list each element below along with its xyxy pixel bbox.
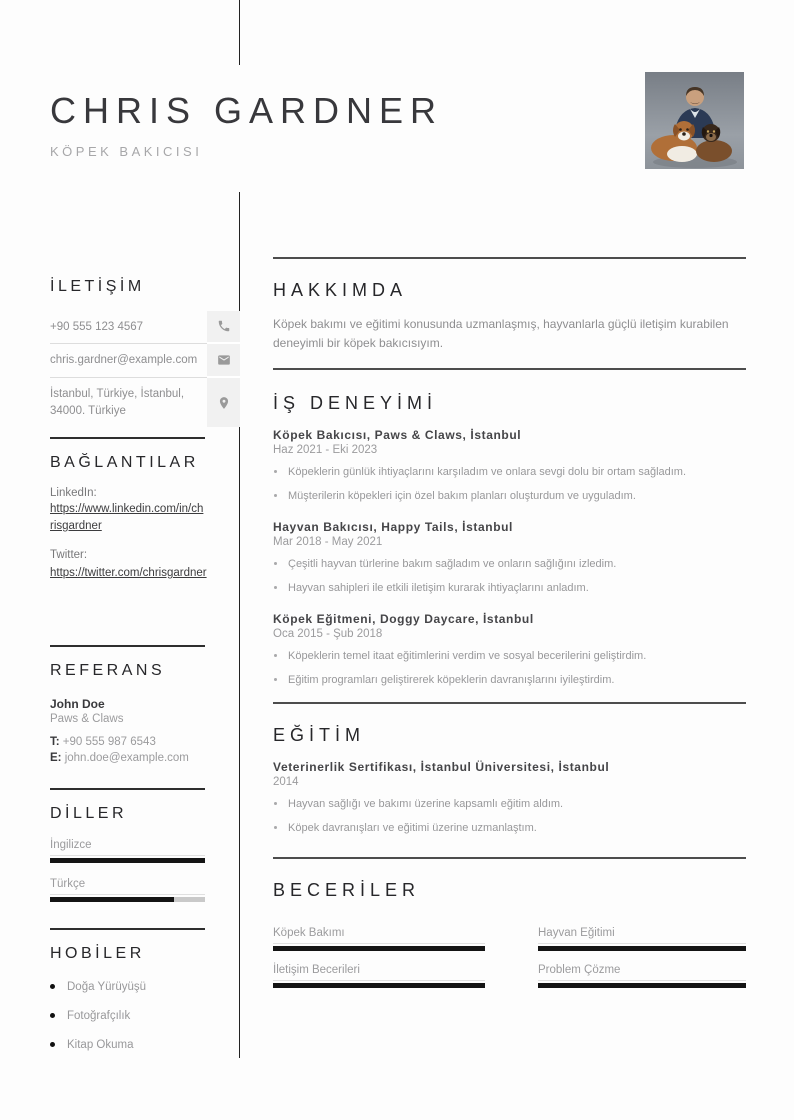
hobby-label: Kitap Okuma (67, 1038, 134, 1051)
language-level-bar (50, 858, 205, 863)
hobby-item (50, 981, 240, 993)
reference-email: john.doe@example.com (64, 752, 189, 765)
education-bullet-text: Köpek davranışları ve eğitimi üzerine uzmanlaştım. (288, 822, 537, 835)
skill-level-track (538, 946, 746, 951)
job-entry (273, 428, 746, 505)
skill-name: Problem Çözme (538, 964, 746, 981)
job-bullet-text: Köpeklerin günlük ihtiyaçlarını karşıladım ve onlara sevgi dolu bir ortam sağladım. (288, 466, 687, 478)
job-bullet (273, 465, 746, 480)
job-bullet-text: Eğitim programları geliştirerek köpeklerin davranışlarını iyileştirdim. (288, 673, 615, 686)
job-dates: Haz 2021 - Eki 2023 (273, 444, 378, 456)
links-section (50, 452, 240, 596)
bullet-dot-icon (274, 654, 277, 657)
skills-grid (273, 927, 746, 988)
skill-level-bar (538, 946, 746, 951)
job-entry (273, 612, 746, 689)
person-name: CHRIS GARDNER (50, 90, 444, 131)
education-section (273, 725, 746, 852)
reference-phone-label: T: (50, 735, 60, 748)
reference-phone: +90 555 987 6543 (62, 735, 156, 748)
reference-email-label: E: (50, 752, 62, 765)
language-level-track (50, 858, 205, 863)
hobbies-section (50, 943, 240, 1068)
skill-item (538, 927, 746, 951)
about-section (273, 280, 746, 352)
reference-section (50, 660, 240, 767)
skill-level-track (273, 946, 485, 951)
phone-number: +90 555 123 4567 (50, 311, 207, 345)
education-bullet-text: Hayvan sağlığı ve bakımı üzerine kapsamlı eğitim aldım. (288, 798, 564, 810)
job-bullet-text: Köpeklerin temel itaat eğitimlerini verdim ve sosyal becerilerini geliştirdim. (288, 649, 647, 662)
hobby-label: Doğa Yürüyüşü (67, 980, 147, 993)
job-bullet (273, 557, 746, 572)
bullet-dot-icon (274, 802, 277, 805)
skill-name: Hayvan Eğitimi (538, 927, 746, 944)
job-title: Hayvan Bakıcısı, Happy Tails, İstanbul (273, 519, 513, 534)
skill-level-bar (538, 983, 746, 988)
reference-phone-line (50, 734, 240, 751)
language-name: İngilizce (50, 839, 205, 856)
bullet-dot-icon (274, 562, 277, 565)
job-bullet (273, 649, 746, 664)
person-job-title: KÖPEK BAKICISI (50, 144, 203, 159)
skill-item (538, 964, 746, 988)
skill-name: İletişim Becerileri (273, 964, 485, 981)
profile-photo-illustration (645, 72, 744, 169)
skill-level-track (273, 983, 485, 988)
skill-level-bar (273, 946, 485, 951)
education-year: 2014 (273, 776, 299, 788)
language-level-track (50, 897, 205, 902)
bullet-dot-icon (274, 470, 277, 473)
bullet-dot-icon (274, 586, 277, 589)
links-section-rule (50, 437, 205, 439)
reference-heading: REFERANS (50, 662, 166, 679)
language-item-turkish (50, 878, 205, 902)
reference-name: John Doe (50, 696, 105, 711)
job-bullet-text: Hayvan sahipleri ile etkili iletişim kurarak ihtiyaçlarını anladım. (288, 582, 589, 595)
phone-icon (207, 311, 240, 345)
education-heading: EĞİTİM (273, 725, 365, 745)
contact-list (50, 311, 240, 428)
bullet-dot-icon (274, 826, 277, 829)
bullet-dot-icon (274, 494, 277, 497)
profile-photo (645, 72, 744, 169)
twitter-link[interactable]: https://twitter.com/chrisgardner (50, 567, 207, 580)
contact-row-email (50, 344, 240, 378)
education-bullet (273, 797, 746, 812)
top-divider-line (239, 0, 240, 65)
languages-heading: DİLLER (50, 805, 128, 822)
language-name: Türkçe (50, 878, 205, 895)
languages-section-rule (50, 788, 205, 790)
language-item-english (50, 839, 205, 863)
job-bullet-text: Müşterilerin köpekleri için özel bakım planları oluşturdum ve uyguladım. (288, 490, 636, 503)
email-icon (207, 344, 240, 378)
link-item-linkedin (50, 487, 207, 536)
skill-item (273, 964, 485, 988)
experience-section (273, 393, 746, 703)
location-pin-icon (207, 378, 240, 427)
address-text: İstanbul, Türkiye, İstanbul, 34000. Türkiye (50, 387, 185, 417)
skill-item (273, 927, 485, 951)
about-heading: HAKKIMDA (273, 280, 408, 300)
skills-section (273, 880, 746, 988)
job-bullet-text: Çeşitli hayvan türlerine bakım sağladım ve onların sağlığını izledim. (288, 557, 617, 570)
job-dates: Oca 2015 - Şub 2018 (273, 627, 383, 640)
about-bottom-rule (273, 368, 746, 370)
bullet-dot-icon (274, 678, 277, 681)
contact-section (50, 276, 240, 427)
hobby-item (50, 1010, 240, 1022)
hobby-label: Fotoğrafçılık (67, 1009, 131, 1022)
job-dates: Mar 2018 - May 2021 (273, 535, 383, 548)
education-title: Veterinerlik Sertifikası, İstanbul Üniversitesi, İstanbul (273, 760, 610, 774)
job-title: Köpek Eğitmeni, Doggy Daycare, İstanbul (273, 611, 534, 626)
job-bullet (273, 489, 746, 504)
education-bullet (273, 821, 746, 836)
job-title: Köpek Bakıcısı, Paws & Claws, İstanbul (273, 428, 522, 442)
education-bottom-rule (273, 857, 746, 859)
email-address: chris.gardner@example.com (50, 344, 207, 378)
contact-row-phone (50, 311, 240, 345)
skill-level-track (538, 983, 746, 988)
link-item-twitter (50, 549, 207, 582)
reference-email-line (50, 750, 240, 767)
languages-section (50, 803, 240, 917)
contact-row-address (50, 378, 240, 427)
about-text: Köpek bakımı ve eğitimi konusunda uzmanlaşmış, hayvanlarla güçlü iletişim kurabilen deneyimli bir köpek bakıcısıyım. (273, 317, 729, 350)
hobbies-section-rule (50, 928, 205, 930)
about-top-rule (273, 257, 746, 259)
linkedin-link[interactable]: https://www.linkedin.com/in/chrisgardner (50, 502, 204, 532)
hobby-item (50, 1039, 240, 1051)
skill-level-bar (273, 983, 485, 988)
linkedin-label: LinkedIn: (50, 486, 97, 499)
job-bullet (273, 581, 746, 596)
skills-heading: BECERİLER (273, 880, 421, 900)
education-entry (273, 760, 746, 837)
bullet-dot-icon (50, 1013, 55, 1018)
reference-company: Paws & Claws (50, 712, 124, 725)
reference-section-rule (50, 645, 205, 647)
contact-heading: İLETİŞİM (50, 278, 145, 295)
bullet-dot-icon (50, 984, 55, 989)
experience-heading: İŞ DENEYİMİ (273, 393, 438, 413)
links-heading: BAĞLANTILAR (50, 454, 199, 471)
skill-name: Köpek Bakımı (273, 927, 485, 944)
job-bullet (273, 673, 746, 688)
twitter-label: Twitter: (50, 549, 88, 562)
experience-bottom-rule (273, 702, 746, 704)
hobbies-heading: HOBİLER (50, 945, 145, 962)
bullet-dot-icon (50, 1042, 55, 1047)
language-level-bar (50, 897, 174, 902)
job-entry (273, 520, 746, 597)
